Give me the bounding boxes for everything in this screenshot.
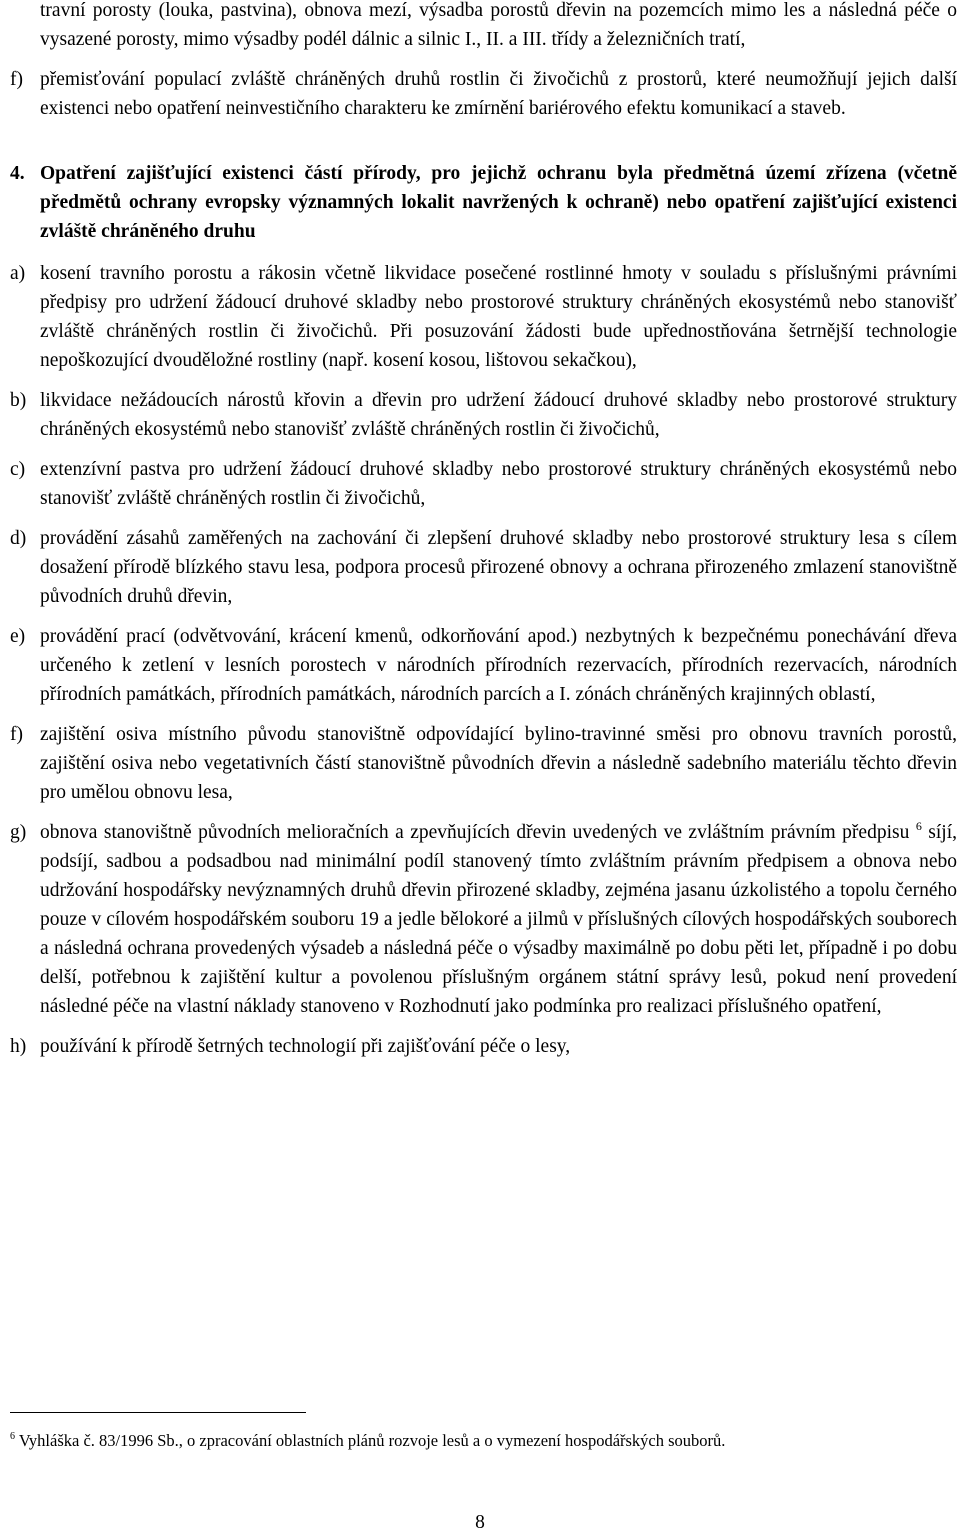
footnote-divider (10, 1412, 306, 1413)
item-text: provádění zásahů zaměřených na zachování či zlepšení druhové skladby nebo prostorové struktury lesa s cílem dosažení přírodě blízkého stavu lesa, podpora procesů přirozené obnovy a ochrana přirozeného zmlazení stanovištně původních druhů dřevin, (40, 528, 957, 607)
item-text: kosení travního porostu a rákosin včetně likvidace posečené rostlinné hmoty v souladu s příslušnými právními předpisy pro udržení žádoucí druhové skladby nebo prostorové struktury chráněných ekosystémů nebo stanovišť zvláště chráněných rostlin či živočichů. Při posuzování žádosti bude upřednostňována šetrnější technologie nepoškozující dvouděložné rostliny (např. kosení kosou, lištovou sekačkou), (40, 263, 957, 371)
item-label: a) (10, 263, 26, 284)
list-item-f (10, 720, 957, 807)
section-4-heading (10, 159, 957, 246)
item-text: provádění prací (odvětvování, krácení kmenů, odkorňování apod.) nezbytných k bezpečnému ponechávání dřeva určeného k zetlení v lesních porostech v národních přírodních rezervacích, přírodních rezervacích, národních přírodních památkách, přírodních památkách, národních parcích a I. zónách chráněných krajinných oblastí, (40, 626, 957, 705)
list-item-b (10, 386, 957, 444)
item-text: likvidace nežádoucích nárostů křovin a dřevin pro udržení žádoucí druhové skladby nebo prostorové struktury chráněných ekosystémů nebo stanovišť zvláště chráněných rostlin či živočichů, (40, 390, 957, 440)
item-label: f) (10, 724, 23, 745)
item-label: b) (10, 390, 27, 411)
list-item-c (10, 455, 957, 513)
item-label: g) (10, 822, 27, 843)
item-label: f) (10, 69, 23, 90)
section-number: 4. (10, 163, 25, 184)
continuation-paragraph: travní porosty (louka, pastvina), obnova mezí, výsadba porostů dřevin na pozemcích mimo les a následná péče o vysazené porosty, mimo výsadby podél dálnic a silnic I., II. a III. třídy a železničních tratí, (40, 0, 957, 50)
list-item-d (10, 524, 957, 611)
list-item-f-previous (10, 65, 957, 123)
item-label: d) (10, 528, 27, 549)
list-item-e (10, 622, 957, 709)
footnote (10, 1430, 957, 1452)
item-text-after: síjí, podsíjí, sadbou a podsadbou nad minimální podíl stanovený tímto zvláštním právním předpisem a obnova nebo udržování hospodářsky nevýznamných druhů dřevin přirozené skladby, zejména jasanu úzkolistého a topolu černého pouze v cílovém hospodářském souboru 19 a jedle bělokoré a jilmů v příslušných cílových hospodářských souborech a následná ochrana provedených výsadeb a následná péče o výsadby maximálně po dobu pěti let, případně i po dobu delší, potřebnou k zajištění kultur a povolenou příslušným orgánem státní správy lesů, pokud není provedení následné péče na vlastní náklady stanoveno v Rozhodnutí jako podmínka pro realizaci příslušného opatření, (40, 822, 957, 1017)
section-title: Opatření zajišťující existenci částí přírody, pro jejichž ochranu byla předmětná území zřízena (včetně předmětů ochrany evropsky významných lokalit navržených k ochraně) nebo opatření zajišťující existenci zvláště chráněného druhu (40, 163, 957, 242)
item-text-before: obnova stanovištně původních melioračních a zpevňujících dřevin uvedených ve zvláštním právním předpisu (40, 822, 910, 843)
item-text (40, 818, 957, 1021)
item-label: h) (10, 1036, 27, 1057)
footnote-reference: 6 (915, 819, 922, 833)
list-item-g (10, 818, 957, 1021)
page-number: 8 (475, 1512, 485, 1533)
list-item-a (10, 259, 957, 375)
item-text: používání k přírodě šetrných technologií při zajišťování péče o lesy, (40, 1036, 571, 1057)
item-text: extenzívní pastva pro udržení žádoucí druhové skladby nebo prostorové struktury chráněných ekosystémů nebo stanovišť zvláště chráněných rostlin či živočichů, (40, 459, 957, 509)
item-text: přemisťování populací zvláště chráněných druhů rostlin či živočichů z prostorů, které neumožňují jejich další existenci nebo opatření neinvestičního charakteru ke zmírnění bariérového efektu komunikací a staveb. (40, 69, 957, 119)
list-item-h (10, 1032, 957, 1061)
footnote-text: Vyhláška č. 83/1996 Sb., o zpracování oblastních plánů rozvoje lesů a o vymezení hospodářských souborů. (15, 1431, 726, 1450)
page-body (10, 0, 957, 1061)
item-label: c) (10, 459, 26, 480)
section-4-list (10, 259, 957, 1061)
item-text: zajištění osiva místního původu stanovištně odpovídající bylino-travinné směsi pro obnovu travních porostů, zajištění osiva nebo vegetativních částí stanovištně původních dřevin a následně sadebního materiálu těchto dřevin pro umělou obnovu lesa, (40, 724, 957, 803)
item-label: e) (10, 626, 26, 647)
footnote-number: 6 (10, 1431, 15, 1442)
